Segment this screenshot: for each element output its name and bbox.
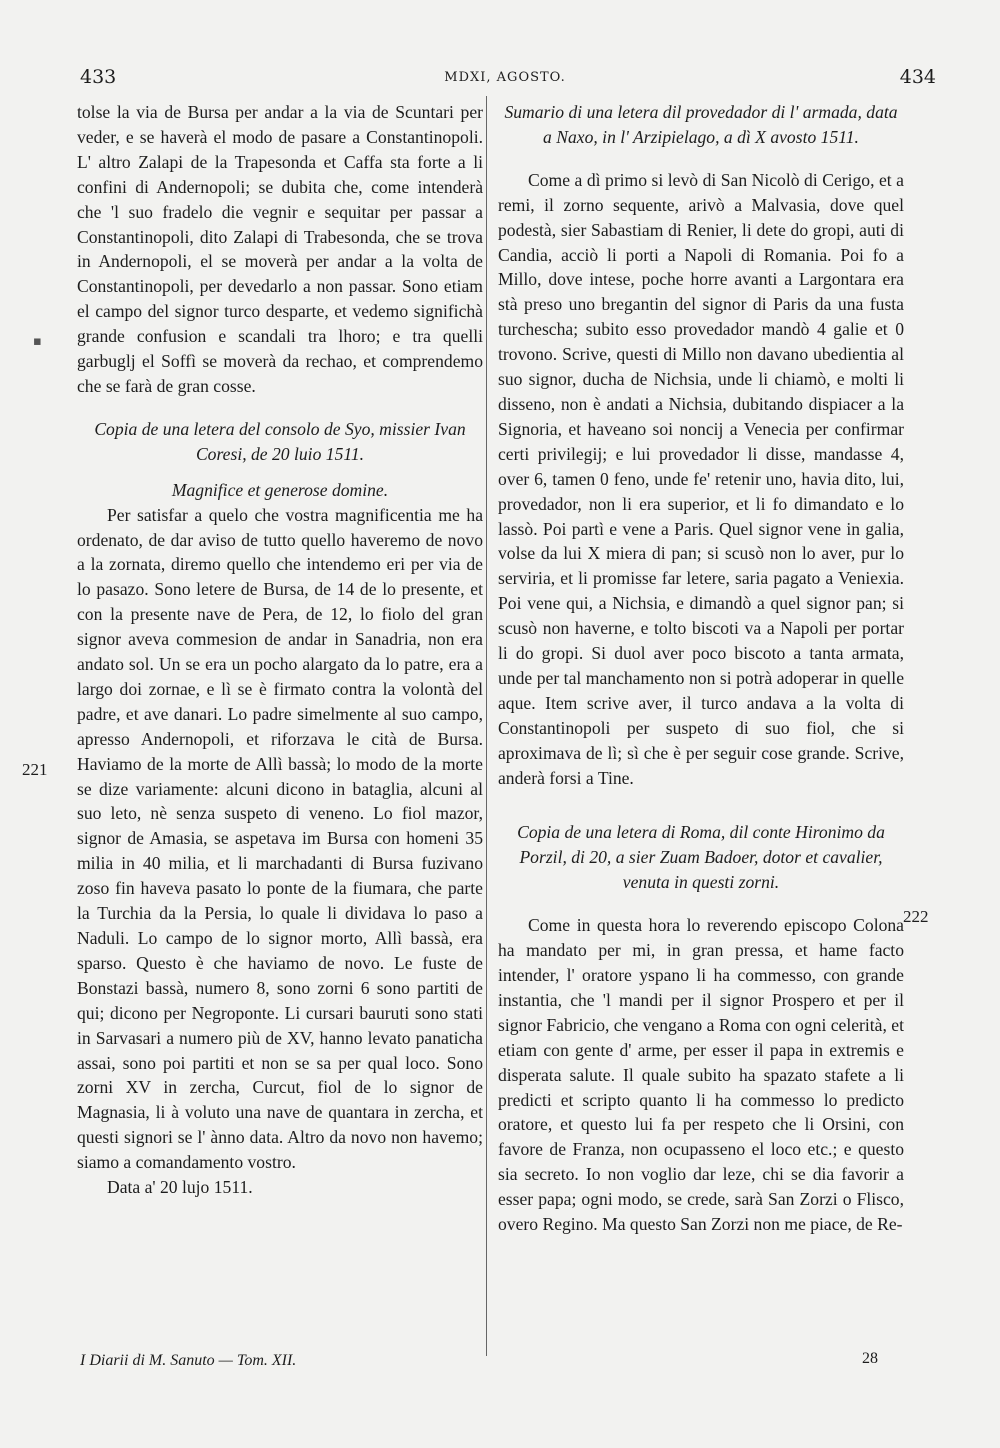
margin-dot: ▪	[33, 334, 42, 349]
column-divider	[486, 96, 487, 1356]
letter-body-syo: Per satisfar a quelo che vostra magnificentia me ha ordenato, de dar aviso de tutto quello haveremo de novo a la zornata, diremo quello che intendemo eri per via de lo pasazo. Sono letere de Bursa, de 14 de lo presente, et con la presente nave de Pera, de 12, lo fiolo del gran signor aveva commesion de andar in Sanadria, non era andato sol. Un se era un pocho alargato da lo patre, era a largo doi zornae, e lì se è firmato contra la volontà del padre, et ave danari. Lo padre simelmente al suo campo, apresso Andernopoli, et riforzava le cità de Bursa. Haviamo de la morte de Allì bassà; lo modo de la morte se dize variamente: alcuni dicono in bataglia, alcuni al suo leto, nè senza suspeto di veneno. Lo fiol mazor, signor de Amasia, se aspetava im Bursa con homeni 35 milia in 40 milia, et li marchadanti di Bursa fuzivano zoso fin haveva pasato lo ponte de la fiumara, che parte la Turchia da la Persia, lo quale li dividava lo paso a Naduli. Lo campo de lo signor morto, Allì bassà, era sparso. Questo è che haviamo de novo. Le fuste de Bonstazi bassà, numero 8, sono zorni 6 sono partiti de qui; dicono per Negroponte. Li cursari bauruti sono stati in Sarvasari a numero più de XV, hanno levato panaticha assai, sono poi partiti et non se sa per qual loco. Sono zorni XV in zercha, Curcut, fiol de lo signor de Magnasia, li à voluto una nave de quantara in zercha, et questi signori se l' ànno data. Altro da novo non havemo; siamo a comandamento vostro.	[77, 504, 483, 1173]
page-header	[74, 66, 936, 92]
page-number-right: 434	[899, 66, 936, 88]
sheet-number: 28	[862, 1350, 878, 1367]
letter-salutation: Magnifice et generose domine.	[171, 479, 389, 500]
letter-body-roma: Come in questa hora lo reverendo episcopo Colona ha mandato per mi, in gran pressa, et hame facto intender, l' oratore yspano li ha commesso, con grande instantia, che 'l mandi per il signor Prospero et per il signor Fabricio, che vengano a Roma con ogni celerità, et etiam con gente d' arme, per esser il papa in extremis e disperata salute. Il quale subito ha spazato stafete a li predicti et scripto quanto li ha commesso lo predicto oratore, et questo lui fa per respeto che li Orsini, con favore de Franza, non ocupasseno el loco etc.; e questo sia secreto. Io non voglio dar leze, chi se dia favorir a esser papa; ogni modo, se crede, sarà San Zorzi o Flisco, overo Regino. Ma questo San Zorzi non me piace, de Re-	[498, 915, 904, 1235]
letter-heading-roma: Copia de una letera di Roma, dil conte Hironimo da Porzil, di 20, a sier Zuam Badoer, dotor et cavalier, venuta in questi zorni.	[517, 822, 885, 893]
summary-heading-provedador: Sumario di una letera dil provedador di l' armada, data a Naxo, in l' Arzipielago, a dì X avosto 1511.	[504, 102, 898, 147]
left-column	[77, 100, 483, 1200]
letter-heading-syo: Copia de una letera del consolo de Syo, missier Ivan Coresi, de 20 luio 1511.	[94, 418, 466, 464]
margin-number-left: 221	[22, 760, 48, 779]
right-column	[498, 100, 904, 1237]
page-footer	[74, 1352, 936, 1376]
summary-body-provedador: Come a dì primo si levò di San Nicolò di Cerigo, et a remi, il zorno sequente, arivò a Malvasia, dove quel podestà, sier Sabastiam di Renier, li dete do gropi, auti di Candia, acciò li porti a Napoli di Romania. Poi fo a Millo, dove intese, poche horre avanti a Largontara era stà preso uno bregantin del signor di Paris da una fusta turchescha; subito esso provedador mandò 4 galie et 0 trovono. Scrive, questi di Millo non davano ubedientia al suo signor, ducha de Nichsia, unde li chiamò, e molti li disseno, non è andati a Nichsia, dubitando dispiacer a la Signoria, et haveano soi noncij a Venecia per confirmar certi privilegij; e lui provedador li disse, mandasse 4, over 6, tamen 0 feno, unde fe' retenir uno, havia dito, lui, provedador, non li era superior, et li fo dimandato e lo lassò. Poi partì e vene a Paris. Quel signor vene in galia, volse da lui X miera di pan; si scusò non lo aver, pur lo serviria, et li promisse far letere, saria pagato a Veniexia. Poi vene qui, a Nichsia, e dimandò a quel signor pan; si scusò non haverne, e tolto biscoti va a Napoli per portar li do gropi. Si duol aver poco biscoto a tanta armata, unde per tal manchamento non si potrà adoperar in quelle aque. Item scrive aver, il turco andava a la volta di Constantinopoli per suspeto di suo fiol, che si aproximava de lì; sì che è per seguir cose grande. Scrive, anderà forsi a Tine.	[498, 169, 904, 788]
margin-number-right: 222	[903, 907, 929, 926]
left-paragraph-continued: tolse la via de Bursa per andar a la via de Scuntari per veder, e se haverà el modo de pasare a Constantinopoli. L' altro Zalapi de la Trapesonda et Caffa sta forte a li confini di Andernopoli; se dubita che, come intenderà che 'l suo fradelo die vegnir e sequitar per passar a Constantinopoli, dito Zalapi di Trabesonda, che se trova in Andernopoli, el se moverà per andar a la volta de Constantinopoli, per devedarlo a non passar. Sono etiam el campo del signor turco desparte, et vedemo significhà grande confusion e scandali tra lhoro; e tra quelli garbuglj el Soffì se moverà da rechao, et comprendemo che se farà de gran cosse.	[77, 102, 483, 396]
running-title: MDXI, AGOSTO.	[444, 70, 566, 85]
page-number-left: 433	[80, 66, 117, 88]
letter-date: Data a' 20 lujo 1511.	[107, 1177, 253, 1198]
footer-signature: I Diarii di M. Sanuto — Tom. XII.	[80, 1352, 297, 1369]
